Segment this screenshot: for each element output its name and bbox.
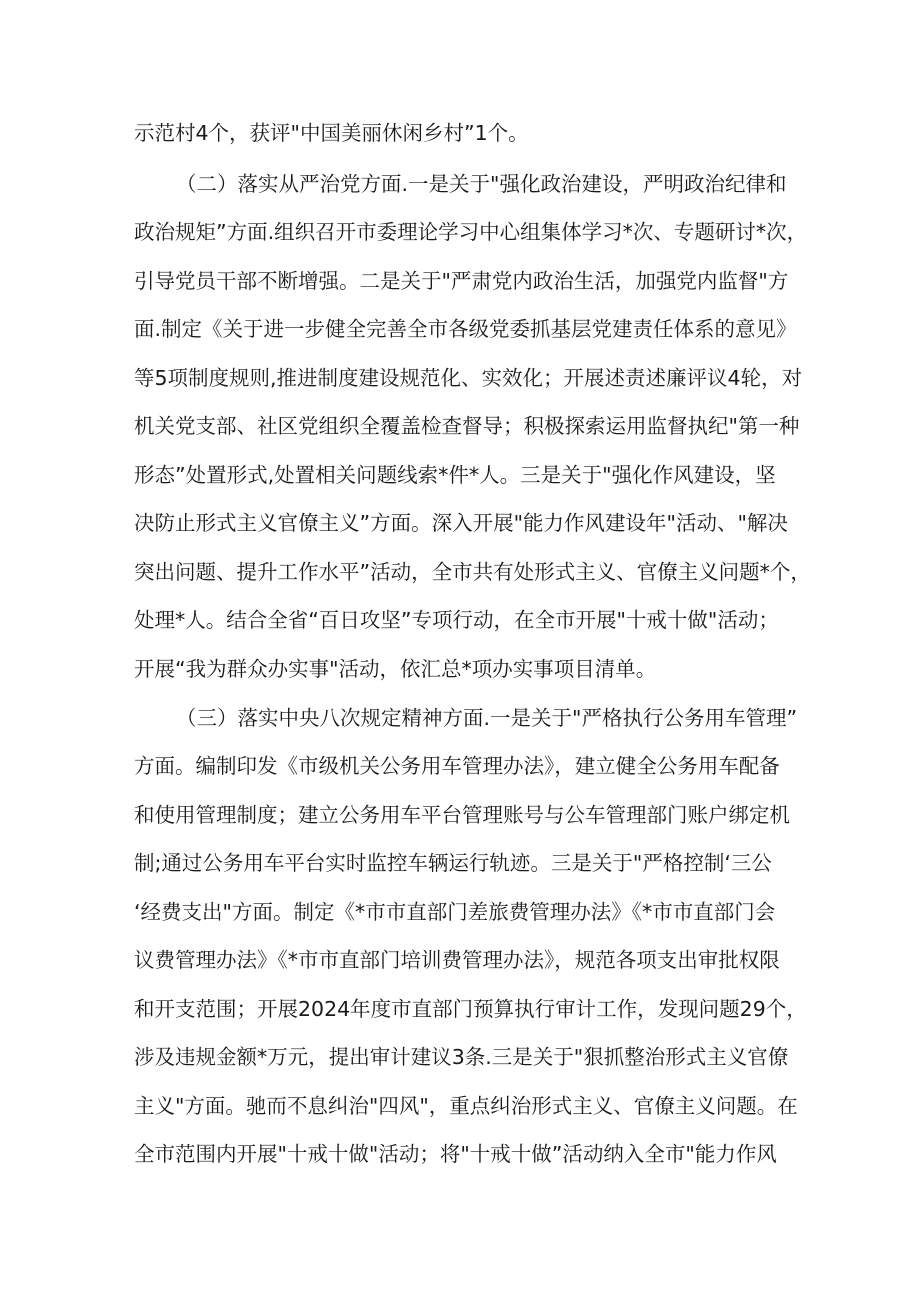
text-line: 和开支范围；开展2024年度市直部门预算执行审计工作，发现问题29个， bbox=[134, 997, 807, 1021]
section-heading-line: （二）落实从严治党方面.一是关于"强化政治建设，严明政治纪律和 bbox=[176, 172, 787, 196]
text-line: 引导党员干部不断增强。二是关于"严肃党内政治生活，加强党内监督"方 bbox=[134, 269, 789, 293]
text-line: 处理*人。结合全省“百日攻坚”专项行动，在全市开展"十戒十做"活动； bbox=[134, 608, 779, 632]
text-line: ‘经费支出"方面。制定《*市市直部门差旅费管理办法》《*市市直部门会 bbox=[134, 900, 776, 924]
text-line: 方面。编制印发《市级机关公务用车管理办法》，建立健全公务用车配备 bbox=[134, 754, 780, 778]
text-line: 形态”处置形式,处置相关问题线索*件*人。三是关于"强化作风建设，坚 bbox=[134, 463, 776, 487]
text-line: 面.制定《关于进一步健全完善全市各级党委抓基层党建责任体系的意见》 bbox=[134, 317, 797, 341]
text-line: 示范村4个，获评"中国美丽休闲乡村”1个。 bbox=[134, 121, 529, 145]
text-line: 议费管理办法》《*市市直部门培训费管理办法》，规范各项支出审批权限 bbox=[134, 948, 780, 972]
text-line: 涉及违规金额*万元，提出审计建议3条.三是关于"狠抓整治形式主义官僚 bbox=[134, 1045, 789, 1069]
text-line: 全市范围内开展"十戒十做"活动；将"十戒十做”活动纳入全市"能力作风 bbox=[134, 1142, 777, 1166]
text-line: 主义"方面。驰而不息纠治"四风"，重点纠治形式主义、官僚主义问题。在 bbox=[134, 1094, 798, 1118]
text-line: 和使用管理制度；建立公务用车平台管理账号与公车管理部门账户绑定机 bbox=[134, 803, 790, 827]
text-line: 等5项制度规则,推进制度建设规范化、实效化；开展述责述廉评议4轮，对 bbox=[134, 366, 803, 390]
text-line: 开展“我为群众办实事"活动，依汇总*项办实事项目清单。 bbox=[134, 657, 657, 681]
text-line: 突出问题、提升工作水平”活动，全市共有处形式主义、官僚主义问题*个， bbox=[134, 560, 811, 584]
section-heading-line: （三）落实中央八次规定精神方面.一是关于"严格执行公务用车管理” bbox=[176, 706, 798, 730]
text-line: 制;通过公务用车平台实时监控车辆运行轨迹。三是关于"严格控制‘三公 bbox=[134, 851, 772, 875]
text-line: 政治规矩”方面.组织召开市委理论学习中心组集体学习*次、专题研讨*次， bbox=[134, 220, 808, 244]
text-line: 决防止形式主义官僚主义”方面。深入开展"能力作风建设年"活动、"解决 bbox=[134, 511, 788, 535]
text-line: 机关党支部、社区党组织全覆盖检查督导；积极探索运用监督执纪"第一种 bbox=[134, 414, 800, 438]
